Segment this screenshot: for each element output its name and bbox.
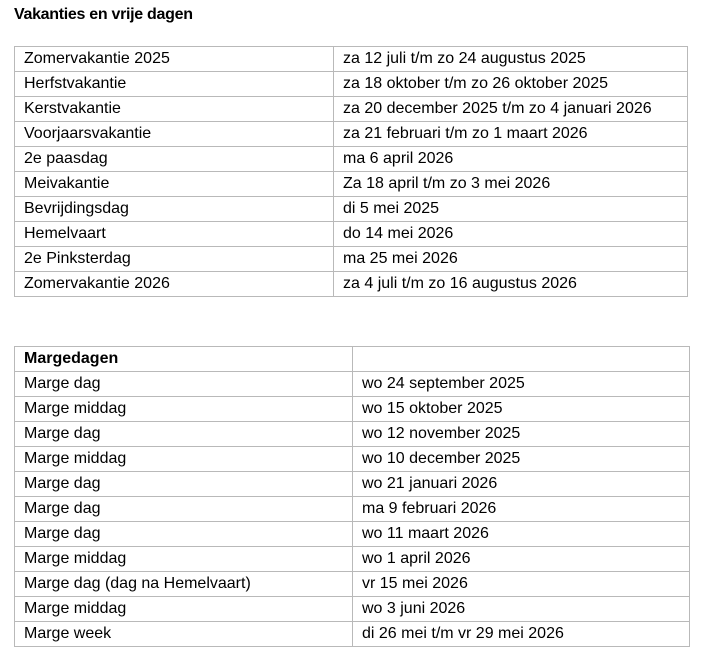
vakantie-naam: Voorjaarsvakantie xyxy=(15,122,334,147)
table-row xyxy=(15,572,690,597)
marge-naam: Marge dag xyxy=(15,422,353,447)
marge-naam: Marge dag xyxy=(15,497,353,522)
table-row xyxy=(15,72,688,97)
margedagen-header-datum xyxy=(353,347,690,372)
vakantie-naam: Hemelvaart xyxy=(15,222,334,247)
table-row xyxy=(15,172,688,197)
marge-naam: Marge middag xyxy=(15,447,353,472)
vakantie-naam: 2e paasdag xyxy=(15,147,334,172)
marge-naam: Marge dag xyxy=(15,472,353,497)
table-row xyxy=(15,422,690,447)
marge-naam: Marge middag xyxy=(15,547,353,572)
table-row xyxy=(15,522,690,547)
vakantie-datum: za 12 juli t/m zo 24 augustus 2025 xyxy=(334,47,688,72)
vakantie-naam: Zomervakantie 2025 xyxy=(15,47,334,72)
vakantie-datum: za 20 december 2025 t/m zo 4 januari 2026 xyxy=(334,97,688,122)
table-row xyxy=(15,247,688,272)
vakantie-datum: do 14 mei 2026 xyxy=(334,222,688,247)
table-header-row xyxy=(15,347,690,372)
vakantie-naam: Bevrijdingsdag xyxy=(15,197,334,222)
marge-naam: Marge middag xyxy=(15,597,353,622)
vakantie-naam: Zomervakantie 2026 xyxy=(15,272,334,297)
table-row xyxy=(15,447,690,472)
vakantie-datum: za 21 februari t/m zo 1 maart 2026 xyxy=(334,122,688,147)
marge-datum: di 26 mei t/m vr 29 mei 2026 xyxy=(353,622,690,647)
table-row xyxy=(15,222,688,247)
marge-naam: Marge dag xyxy=(15,372,353,397)
table-row xyxy=(15,497,690,522)
margedagen-header: Margedagen xyxy=(15,347,353,372)
table-row xyxy=(15,197,688,222)
table-row xyxy=(15,272,688,297)
marge-datum: wo 1 april 2026 xyxy=(353,547,690,572)
marge-datum: wo 10 december 2025 xyxy=(353,447,690,472)
table-row xyxy=(15,622,690,647)
marge-naam: Marge middag xyxy=(15,397,353,422)
table-row xyxy=(15,97,688,122)
table-row xyxy=(15,472,690,497)
vakantie-naam: Kerstvakantie xyxy=(15,97,334,122)
marge-datum: ma 9 februari 2026 xyxy=(353,497,690,522)
vakantie-datum: za 4 juli t/m zo 16 augustus 2026 xyxy=(334,272,688,297)
vakantie-datum: ma 25 mei 2026 xyxy=(334,247,688,272)
marge-datum: wo 12 november 2025 xyxy=(353,422,690,447)
table-row xyxy=(15,372,690,397)
table-row xyxy=(15,47,688,72)
marge-datum: wo 15 oktober 2025 xyxy=(353,397,690,422)
table-row xyxy=(15,147,688,172)
vakantie-datum: Za 18 april t/m zo 3 mei 2026 xyxy=(334,172,688,197)
vakantie-naam: Herfstvakantie xyxy=(15,72,334,97)
marge-datum: wo 24 september 2025 xyxy=(353,372,690,397)
marge-datum: wo 3 juni 2026 xyxy=(353,597,690,622)
vakantie-naam: Meivakantie xyxy=(15,172,334,197)
margedagen-table xyxy=(14,346,690,647)
table-row xyxy=(15,397,690,422)
marge-naam: Marge week xyxy=(15,622,353,647)
marge-naam: Marge dag xyxy=(15,522,353,547)
vakantie-datum: di 5 mei 2025 xyxy=(334,197,688,222)
table-row xyxy=(15,547,690,572)
marge-datum: wo 21 januari 2026 xyxy=(353,472,690,497)
vakantie-naam: 2e Pinksterdag xyxy=(15,247,334,272)
marge-datum: wo 11 maart 2026 xyxy=(353,522,690,547)
vakantie-datum: za 18 oktober t/m zo 26 oktober 2025 xyxy=(334,72,688,97)
table-row xyxy=(15,122,688,147)
page-title: Vakanties en vrije dagen xyxy=(14,6,193,23)
table-row xyxy=(15,597,690,622)
vakantie-datum: ma 6 april 2026 xyxy=(334,147,688,172)
vakanties-table xyxy=(14,46,688,297)
marge-naam: Marge dag (dag na Hemelvaart) xyxy=(15,572,353,597)
marge-datum: vr 15 mei 2026 xyxy=(353,572,690,597)
